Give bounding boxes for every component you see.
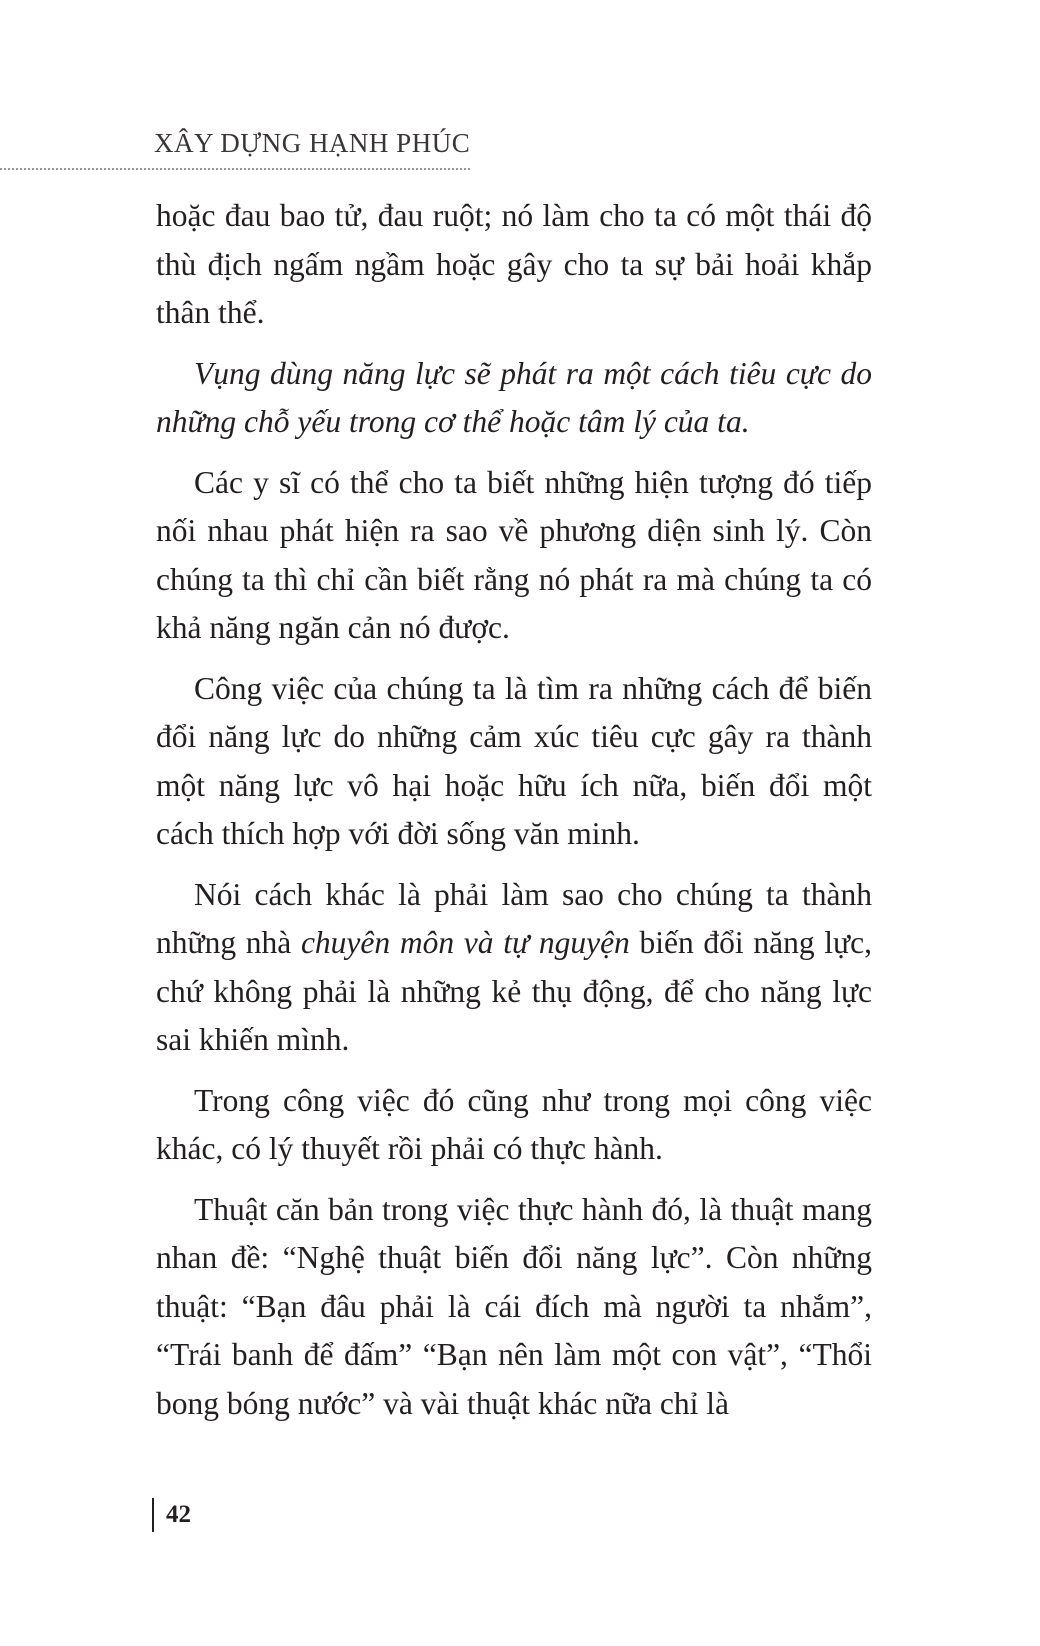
paragraph-7: Thuật căn bản trong việc thực hành đó, là thuật mang nhan đề: “Nghệ thuật biến đổi năng lực”. Còn những thuật: “Bạn đâu phải là cái đích mà người ta nhắm”, “Trái banh để đấm” “Bạn nên làm một con vật”, “Thổi bong bóng nước” và vài thuật khác nữa chỉ là	[156, 1191, 872, 1421]
folio-vertical-bar	[152, 1498, 154, 1532]
paragraph-5-end: biến đổi năng lực, chứ không phải là những kẻ thụ động, để cho năng lực sai khiến mình.	[156, 925, 872, 1057]
page-number: 42	[166, 1501, 191, 1528]
paragraph-5	[156, 871, 872, 1065]
page-folio	[152, 1498, 191, 1532]
paragraph-5-emphasis: chuyên môn và tự nguyện	[300, 925, 630, 960]
paragraph-3: Các y sĩ có thể cho ta biết những hiện tượng đó tiếp nối nhau phát hiện ra sao về phương diện sinh lý. Còn chúng ta thì chỉ cần biết rằng nó phát ra mà chúng ta có khả năng ngăn cản nó được.	[156, 464, 872, 645]
paragraph-2-italic	[156, 350, 872, 447]
paragraph-4: Công việc của chúng ta là tìm ra những cách để biến đổi năng lực do những cảm xúc tiêu cực gây ra thành một năng lực vô hại hoặc hữu ích nữa, biến đổi một cách thích hợp với đời sống văn minh.	[156, 670, 872, 851]
running-header: XÂY DỰNG HẠNH PHÚC	[154, 128, 471, 158]
header-dotted-rule	[0, 168, 470, 170]
paragraph-1: hoặc đau bao tử, đau ruột; nó làm cho ta có một thái độ thù địch ngấm ngầm hoặc gây cho ta sự bải hoải khắp thân thể.	[156, 198, 872, 330]
paragraph-5-start: Nói cách khác là phải làm sao cho chúng ta thành những nhà	[156, 876, 872, 960]
paragraph-6: Trong công việc đó cũng như trong mọi công việc khác, có lý thuyết rồi phải có thực hành.	[156, 1082, 872, 1166]
italic-text: Vụng dùng năng lực sẽ phát ra một cách tiêu cực do những chỗ yếu trong cơ thể hoặc tâm lý của ta.	[156, 355, 872, 439]
body-text	[156, 192, 872, 1440]
